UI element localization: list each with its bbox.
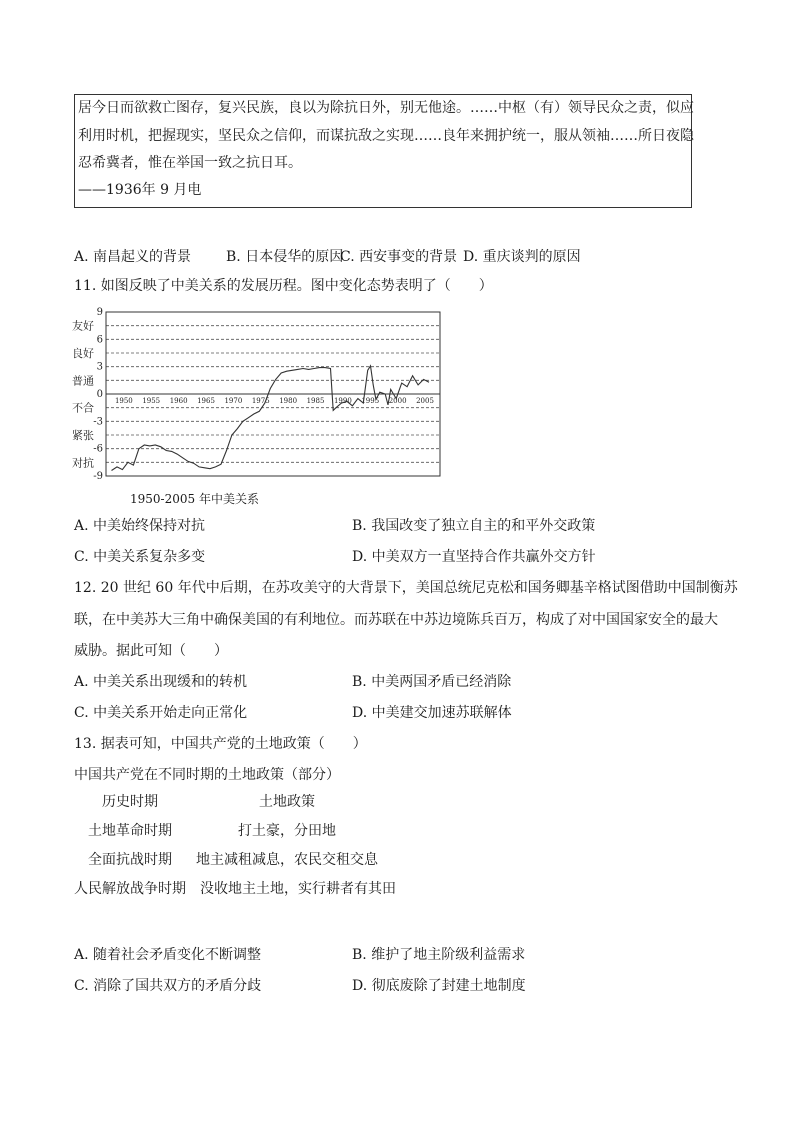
- q12-option-c[interactable]: C. 中美关系开始走向正常化: [74, 705, 248, 721]
- x-tick-label: 1960: [169, 397, 188, 405]
- x-tick-label: 1955: [142, 397, 161, 405]
- quote-line: 利用时机，把握现实，坚民众之信仰，而谋抗敌之实现……良年来拥护统一，服从领袖……所日夜隐: [78, 128, 694, 144]
- y-tick-label: 3: [96, 361, 103, 373]
- x-tick-label: 2005: [416, 397, 434, 405]
- y-tick-label: -3: [93, 416, 103, 428]
- x-tick-label: 2000: [388, 397, 407, 405]
- y-tick-label: 9: [96, 307, 103, 318]
- y-category-label: 良好: [72, 347, 94, 360]
- y-category-label: 对抗: [72, 456, 94, 470]
- y-tick-label: 6: [96, 334, 103, 346]
- x-tick-label: 1995: [361, 397, 380, 405]
- q12-option-a[interactable]: A. 中美关系出现缓和的转机: [74, 674, 248, 690]
- chart-caption: 1950-2005 年中美关系: [130, 492, 259, 506]
- x-tick-label: 1990: [333, 397, 352, 405]
- q13-option-c[interactable]: C. 消除了国共双方的矛盾分歧: [74, 978, 262, 994]
- q13-table-title: 中国共产党在不同时期的土地政策（部分）: [74, 767, 340, 783]
- q13-stem: 13. 据表可知，中国共产党的土地政策（ ）: [74, 736, 367, 752]
- relations-line-chart: [70, 306, 450, 486]
- table-cell-policy: 没收地主土地，实行耕者有其田: [200, 881, 396, 897]
- series-line-relations: [112, 366, 430, 471]
- q12-stem-line: 联，在中美苏大三角中确保美国的有利地位。而苏联在中苏边境陈兵百万，构成了对中国国家安全的最大: [74, 612, 718, 628]
- q10-option-d[interactable]: D. 重庆谈判的原因: [463, 249, 581, 265]
- y-tick-label: -6: [93, 443, 103, 455]
- q12-stem-line: 威胁。据此可知（ ）: [74, 643, 228, 659]
- x-tick-label: 1985: [306, 397, 325, 405]
- y-category-label: 友好: [72, 319, 94, 333]
- x-tick-label: 1965: [197, 397, 215, 405]
- q13-option-a[interactable]: A. 随着社会矛盾变化不断调整: [74, 947, 262, 963]
- table-cell-policy: 地主减租减息，农民交租交息: [196, 852, 378, 868]
- q11-stem: 11. 如图反映了中美关系的发展历程。图中变化态势表明了（ ）: [74, 278, 493, 294]
- table-cell-period: 人民解放战争时期: [74, 881, 186, 897]
- q12-stem-line: 12. 20 世纪 60 年代中后期，在苏攻美守的大背景下，美国总统尼克松和国务卿基辛格试图借助中国制衡苏: [74, 580, 738, 596]
- y-category-labels: [72, 319, 94, 470]
- y-tick-labels: [93, 307, 103, 482]
- table-cell-period: 全面抗战时期: [88, 852, 172, 868]
- y-category-label: 紧张: [72, 429, 94, 442]
- quote-source: ——1936年 9 月电: [78, 182, 202, 198]
- quote-line: 居今日而欲救亡图存，复兴民族，良以为除抗日外，别无他途。……中枢（有）领导民众之责，似应: [78, 100, 694, 116]
- x-tick-label: 1975: [251, 397, 270, 405]
- q11-option-b[interactable]: B. 我国改变了独立自主的和平外交政策: [352, 518, 596, 534]
- y-tick-label: 0: [96, 389, 103, 400]
- table-cell-period: 土地革命时期: [88, 823, 172, 839]
- source-quote-box: [74, 94, 692, 208]
- table-cell-policy: 打土豪，分田地: [238, 823, 336, 839]
- q13-option-d[interactable]: D. 彻底废除了封建土地制度: [352, 978, 526, 994]
- y-category-label: 普通: [72, 374, 94, 388]
- quote-line: 忍希冀者，惟在举国一致之抗日耳。: [78, 155, 302, 171]
- y-category-label: 不合: [72, 401, 94, 415]
- x-tick-label: 1970: [224, 397, 243, 405]
- q13-option-b[interactable]: B. 维护了地主阶级利益需求: [352, 947, 526, 963]
- table-header-policy: 土地政策: [259, 794, 315, 810]
- q12-option-d[interactable]: D. 中美建交加速苏联解体: [352, 705, 512, 721]
- x-tick-label: 1980: [279, 397, 298, 405]
- q12-option-b[interactable]: B. 中美两国矛盾已经消除: [352, 674, 512, 690]
- q11-option-d[interactable]: D. 中美双方一直坚持合作共赢外交方针: [352, 549, 596, 565]
- y-tick-label: -9: [93, 471, 103, 482]
- q10-option-a[interactable]: A. 南昌起义的背景: [74, 249, 192, 265]
- q11-option-c[interactable]: C. 中美关系复杂多变: [74, 549, 206, 565]
- q10-option-c[interactable]: C. 西安事变的背景: [340, 249, 458, 265]
- x-tick-label: 1950: [114, 397, 133, 405]
- q10-option-b[interactable]: B. 日本侵华的原因: [226, 249, 344, 265]
- q11-option-a[interactable]: A. 中美始终保持对抗: [74, 518, 206, 534]
- table-header-period: 历史时期: [102, 794, 158, 810]
